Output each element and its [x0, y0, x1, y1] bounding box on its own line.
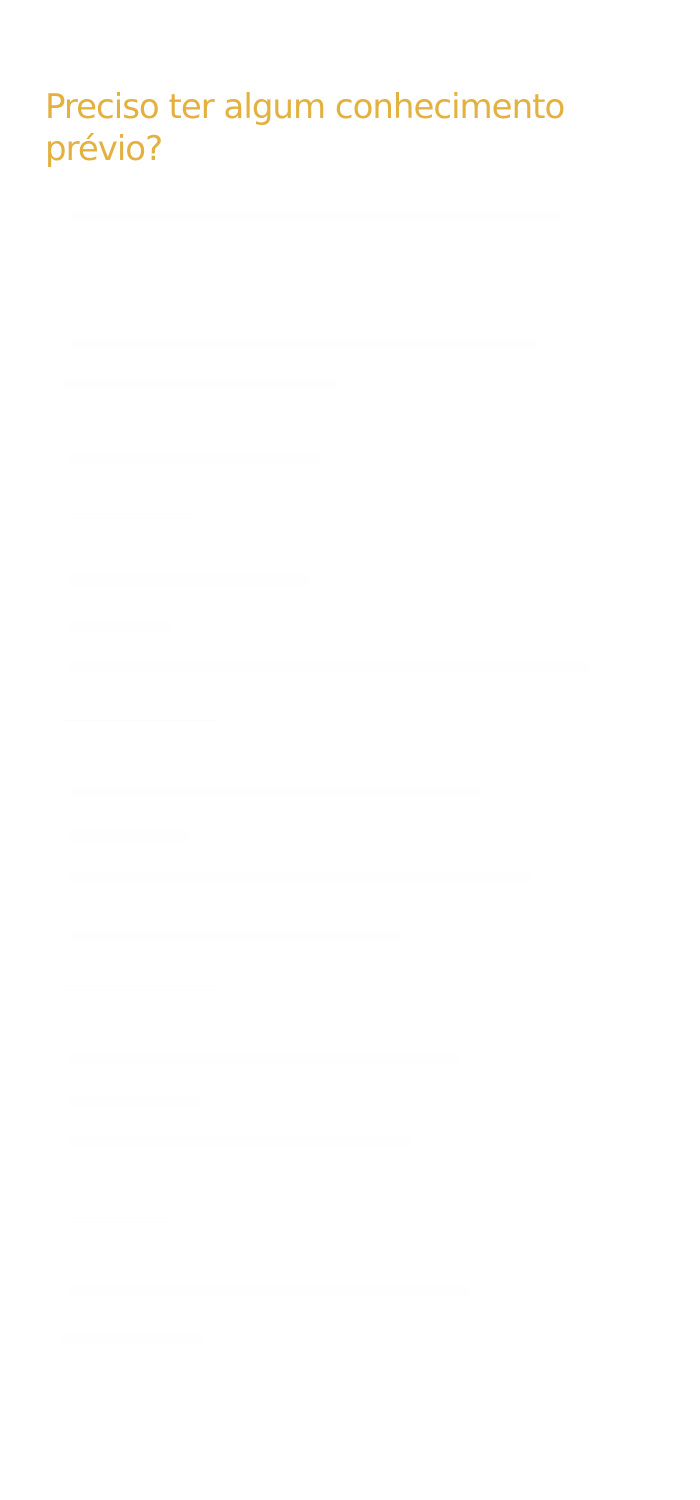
faded-text-line — [70, 620, 170, 632]
faded-text-line — [70, 786, 480, 798]
faded-text-line — [70, 830, 190, 842]
faded-text-line — [70, 210, 560, 222]
faded-text-line — [70, 574, 310, 586]
faded-text-line — [70, 660, 590, 672]
faded-text-line — [70, 930, 400, 942]
faded-text-line — [70, 1136, 410, 1148]
faded-divider — [70, 1222, 170, 1223]
faded-text-line — [70, 338, 540, 350]
faded-text-line — [70, 872, 530, 884]
faded-text-line — [70, 1284, 470, 1296]
faded-text-line — [62, 1332, 202, 1344]
faded-divider — [70, 513, 192, 514]
faded-text-line — [70, 452, 320, 464]
faded-divider — [62, 720, 217, 721]
faded-text-line — [70, 1052, 460, 1064]
faded-text-line — [62, 378, 342, 390]
faded-divider — [62, 985, 217, 986]
faq-question-title: Preciso ter algum conhecimento prévio? — [45, 87, 565, 169]
faded-text-line — [70, 1096, 200, 1108]
